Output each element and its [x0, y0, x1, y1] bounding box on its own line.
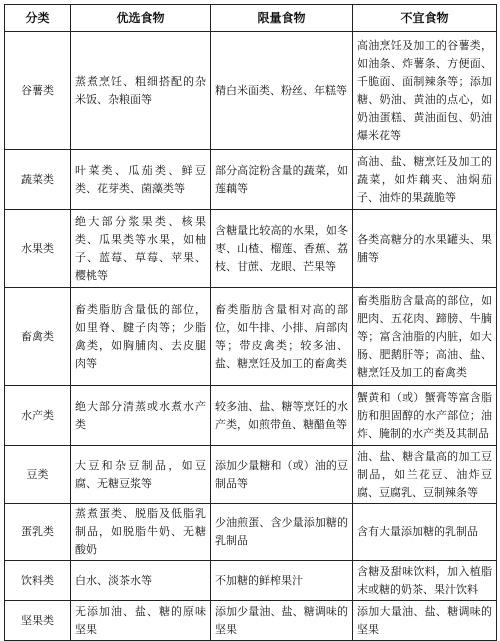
cell-preferred: 蒸煮蛋类、脱脂及低脂乳制品，如脱脂牛奶、无糖酸奶 [71, 504, 211, 561]
cell-limited: 不加糖的鲜榨果汁 [211, 561, 353, 601]
food-table [4, 4, 497, 641]
cell-preferred: 蒸煮烹饪、粗细搭配的杂米饭、杂粮面等 [71, 32, 211, 150]
table-row [5, 288, 497, 386]
cell-preferred: 大豆和杂豆制品，如豆腐、无糖豆浆等 [71, 446, 211, 504]
cell-preferred: 白水、淡茶水等 [71, 561, 211, 601]
cell-limited: 少油煎蛋、含少量添加糖的乳制品 [211, 504, 353, 561]
cell-limited: 较多油、盐、糖等烹饪的水产类，如煎带鱼、糖醋鱼等 [211, 386, 353, 446]
cell-limited: 添加少量油、盐、糖调味的坚果 [211, 601, 353, 641]
cell-category: 坚果类 [5, 601, 71, 641]
table-row [5, 150, 497, 210]
table-row [5, 210, 497, 288]
cell-category: 水产类 [5, 386, 71, 446]
cell-limited: 添加少量糖和（或）油的豆制品等 [211, 446, 353, 504]
table-row [5, 386, 497, 446]
cell-limited: 部分高淀粉含量的蔬菜，如莲藕等 [211, 150, 353, 210]
cell-avoid: 高油、盐、糖烹饪及加工的蔬菜，如炸藕夹、油焖茄子、油炸的果蔬脆等 [353, 150, 497, 210]
header-preferred: 优选食物 [71, 5, 211, 32]
table-row [5, 504, 497, 561]
table-row [5, 601, 497, 641]
header-category: 分类 [5, 5, 71, 32]
cell-avoid: 畜类脂肪含量高的部位，如肥肉、五花肉、蹄膀、牛腩等；富含油脂的内脏，如大肠、肥鹅肝等；高油、盐、糖烹饪及加工的畜禽类 [353, 288, 497, 386]
cell-limited: 精白米面类、粉丝、年糕等 [211, 32, 353, 150]
cell-category: 蔬菜类 [5, 150, 71, 210]
cell-limited: 畜类脂肪含量相对高的部位，如牛排、小排、肩部肉等；带皮禽类；较多油、盐、糖烹饪及加工的畜禽类 [211, 288, 353, 386]
cell-category: 畜禽类 [5, 288, 71, 386]
cell-category: 蛋乳类 [5, 504, 71, 561]
header-avoid: 不宜食物 [353, 5, 497, 32]
cell-category: 豆类 [5, 446, 71, 504]
table-row [5, 561, 497, 601]
header-row [5, 5, 497, 32]
cell-avoid: 含有大量添加糖的乳制品 [353, 504, 497, 561]
cell-category: 饮料类 [5, 561, 71, 601]
cell-avoid: 蟹黄和（或）蟹膏等富含脂肪和胆固醇的水产部位；油炸、腌制的水产类及其制品 [353, 386, 497, 446]
cell-avoid: 含糖及甜味饮料，加入植脂末或糖的奶茶、果汁饮料 [353, 561, 497, 601]
cell-category: 谷薯类 [5, 32, 71, 150]
table-row [5, 32, 497, 150]
cell-avoid: 添加大量油、盐、糖调味的坚果 [353, 601, 497, 641]
cell-preferred: 绝大部分清蒸或水煮水产类 [71, 386, 211, 446]
cell-avoid: 各类高糖分的水果罐头、果脯等 [353, 210, 497, 288]
cell-preferred: 无添加油、盐、糖的原味坚果 [71, 601, 211, 641]
cell-preferred: 叶菜类、瓜茄类、鲜豆类、花芽类、菌藻类等 [71, 150, 211, 210]
cell-avoid: 油、盐、糖含量高的加工豆制品，如兰花豆、油炸豆腐、豆腐乳、豆制辣条等 [353, 446, 497, 504]
cell-preferred: 畜类脂肪含量低的部位，如里脊、腱子肉等；少脂禽类，如胸脯肉、去皮腿肉等 [71, 288, 211, 386]
cell-avoid: 高油烹饪及加工的谷薯类，如油条、炸薯条、方便面、千脆面、面制辣条等；添加糖、奶油、黄油的点心，如奶油蛋糕、黄油面包、奶油爆米花等 [353, 32, 497, 150]
cell-limited: 含糖量比较高的水果，如冬枣、山楂、榴莲、香蕉、荔枝、甘蔗、龙眼、芒果等 [211, 210, 353, 288]
cell-preferred: 绝大部分浆果类、核果类、瓜果类等水果，如柚子、蓝莓、草莓、苹果、樱桃等 [71, 210, 211, 288]
table-row [5, 446, 497, 504]
header-limited: 限量食物 [211, 5, 353, 32]
cell-category: 水果类 [5, 210, 71, 288]
